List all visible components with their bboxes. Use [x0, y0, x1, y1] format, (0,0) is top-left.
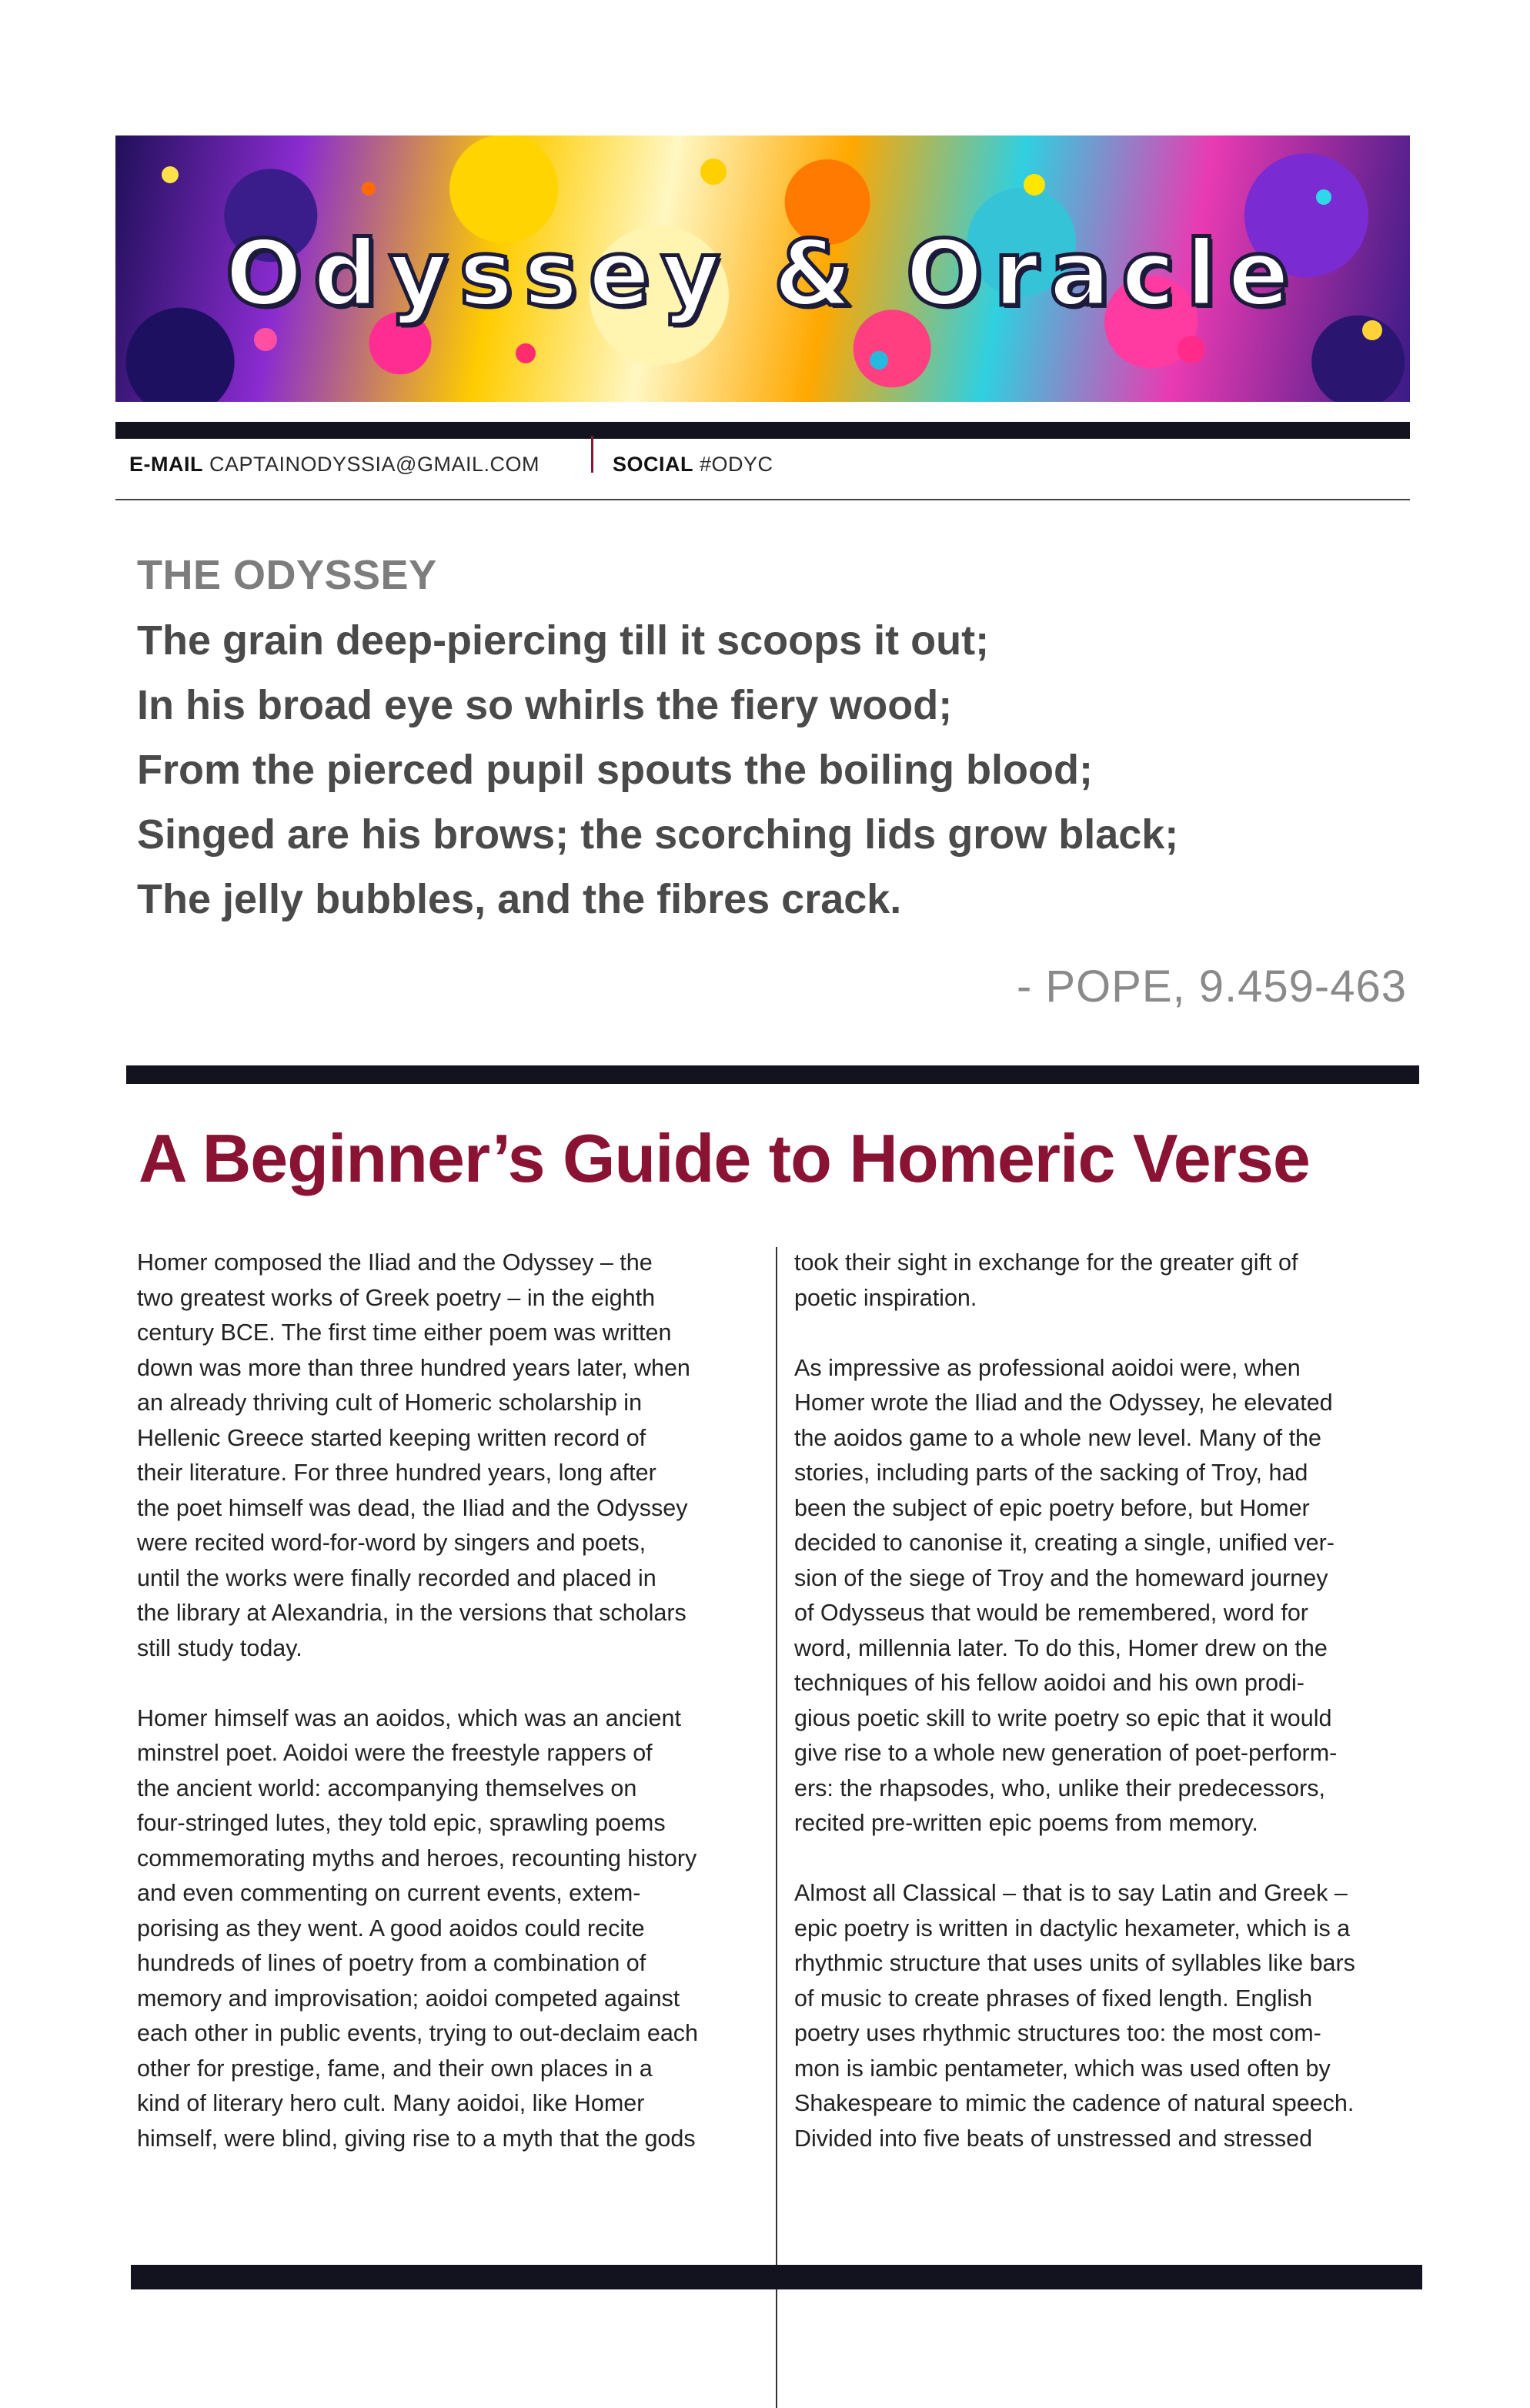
contact-social [613, 453, 773, 477]
contact-divider [591, 436, 593, 473]
article-line: techniques of his fellow aoidoi and his own prodi- [794, 1670, 1305, 1696]
social-handle[interactable]: #ODYC [700, 453, 773, 476]
quote-line: Singed are his brows; the scorching lids grow black; [137, 811, 1179, 858]
article-line: down was more than three hundred years later, when [137, 1354, 690, 1381]
article-line: decided to canonise it, creating a single, unified ver- [794, 1530, 1335, 1556]
article-line: minstrel poet. Aoidoi were the freestyle rappers of [137, 1740, 653, 1766]
article-line: took their sight in exchange for the greater gift of [794, 1249, 1298, 1276]
article-line: of Odysseus that would be remembered, word for [794, 1600, 1308, 1626]
article-line: the aoidos game to a whole new level. Many of the [794, 1424, 1321, 1451]
email-link[interactable]: CAPTAINODYSSIA@GMAIL.COM [209, 453, 540, 476]
section-rule-bottom [131, 2265, 1422, 2289]
article-line: word, millennia later. To do this, Homer drew on the [794, 1634, 1328, 1661]
article-line: rhythmic structure that uses units of syllables like bars [794, 1950, 1355, 1976]
contact-rule [115, 499, 1410, 500]
article-line: stories, including parts of the sacking of Troy, had [794, 1460, 1308, 1486]
article-line: Almost all Classical – that is to say Latin and Greek – [794, 1880, 1348, 1906]
article-line: the poet himself was dead, the Iliad and the Odyssey [137, 1494, 688, 1521]
paragraph-break [794, 1841, 1425, 1877]
article-line: mon is iambic pentameter, which was used often by [794, 2055, 1331, 2082]
social-label: SOCIAL [613, 453, 694, 476]
column-divider [776, 1247, 777, 2408]
article-line: commemorating myths and heroes, recounting history [137, 1844, 697, 1871]
article-line: As impressive as professional aoidoi were, when [794, 1354, 1301, 1381]
article-line: the ancient world: accompanying themselves on [137, 1774, 637, 1801]
quote-line: From the pierced pupil spouts the boiling blood; [137, 747, 1093, 793]
article-line: Divided into five beats of unstressed and stressed [794, 2125, 1313, 2152]
article-line: recited pre-written epic poems from memory. [794, 1810, 1258, 1836]
quote-heading: THE ODYSSEY [137, 552, 437, 598]
article-line: Homer himself was an aoidos, which was an ancient [137, 1704, 681, 1731]
masthead-title: Odyssey & Oracle [225, 220, 1301, 326]
quote-line: In his broad eye so whirls the fiery wood; [137, 682, 953, 728]
article-line: porising as they went. A good aoidos could recite [137, 1915, 645, 1941]
article-line: Hellenic Greece started keeping written record of [137, 1424, 646, 1451]
article-line: were recited word-for-word by singers and poets, [137, 1530, 646, 1556]
article-line: been the subject of epic poetry before, but Homer [794, 1494, 1310, 1521]
article-line: other for prestige, fame, and their own places in a [137, 2055, 653, 2082]
quote-attribution: - POPE, 9.459-463 [1016, 962, 1407, 1012]
section-rule-top [126, 1065, 1419, 1084]
article-line: and even commenting on current events, extem- [137, 1880, 641, 1906]
article-line: their literature. For three hundred years, long after [137, 1460, 656, 1486]
masthead-rule [115, 422, 1410, 439]
article-line: still study today. [137, 1634, 302, 1661]
quote-block [137, 608, 1399, 931]
article-line: until the works were finally recorded and placed in [137, 1564, 656, 1591]
quote-line: The jelly bubbles, and the fibres crack. [137, 876, 902, 922]
article-line: gious poetic skill to write poetry so epic that it would [794, 1704, 1332, 1731]
article-line: poetry uses rhythmic structures too: the most com- [794, 2020, 1321, 2046]
article-line: sion of the siege of Troy and the homeward journey [794, 1564, 1328, 1591]
article-line: himself, were blind, giving rise to a myth that the gods [137, 2125, 696, 2152]
article-line: the library at Alexandria, in the versions that scholars [137, 1600, 686, 1626]
article-line: of music to create phrases of fixed length. English [794, 1985, 1313, 2012]
masthead-banner [115, 135, 1410, 402]
article-line: kind of literary hero cult. Many aoidoi, like Homer [137, 2090, 645, 2116]
paragraph-break [137, 1666, 767, 1701]
article-line: an already thriving cult of Homeric scholarship in [137, 1390, 643, 1416]
email-label: E-MAIL [129, 453, 203, 476]
article-line: four-stringed lutes, they told epic, sprawling poems [137, 1810, 666, 1836]
article-column-left [137, 1246, 767, 2156]
article-headline: A Beginner’s Guide to Homeric Verse [139, 1120, 1310, 1196]
article-line: give rise to a whole new generation of poet-perform- [794, 1740, 1338, 1766]
article-line: each other in public events, trying to out-declaim each [137, 2020, 699, 2046]
article-line: Shakespeare to mimic the cadence of natural speech. [794, 2090, 1355, 2116]
article-line: two greatest works of Greek poetry – in the eighth [137, 1284, 656, 1311]
article-line: hundreds of lines of poetry from a combination of [137, 1950, 646, 1976]
article-line: Homer wrote the Iliad and the Odyssey, he elevated [794, 1390, 1333, 1416]
paragraph-break [794, 1316, 1425, 1351]
contact-email [129, 453, 540, 477]
article-line: memory and improvisation; aoidoi competed against [137, 1985, 680, 2012]
article-line: century BCE. The first time either poem was written [137, 1319, 672, 1346]
article-column-right [794, 1246, 1425, 2156]
article-line: Homer composed the Iliad and the Odyssey – the [137, 1249, 653, 1276]
quote-line: The grain deep-piercing till it scoops it out; [137, 617, 990, 664]
article-line: poetic inspiration. [794, 1284, 977, 1311]
article-line: ers: the rhapsodes, who, unlike their predecessors, [794, 1774, 1326, 1801]
article-line: epic poetry is written in dactylic hexameter, which is a [794, 1915, 1351, 1941]
